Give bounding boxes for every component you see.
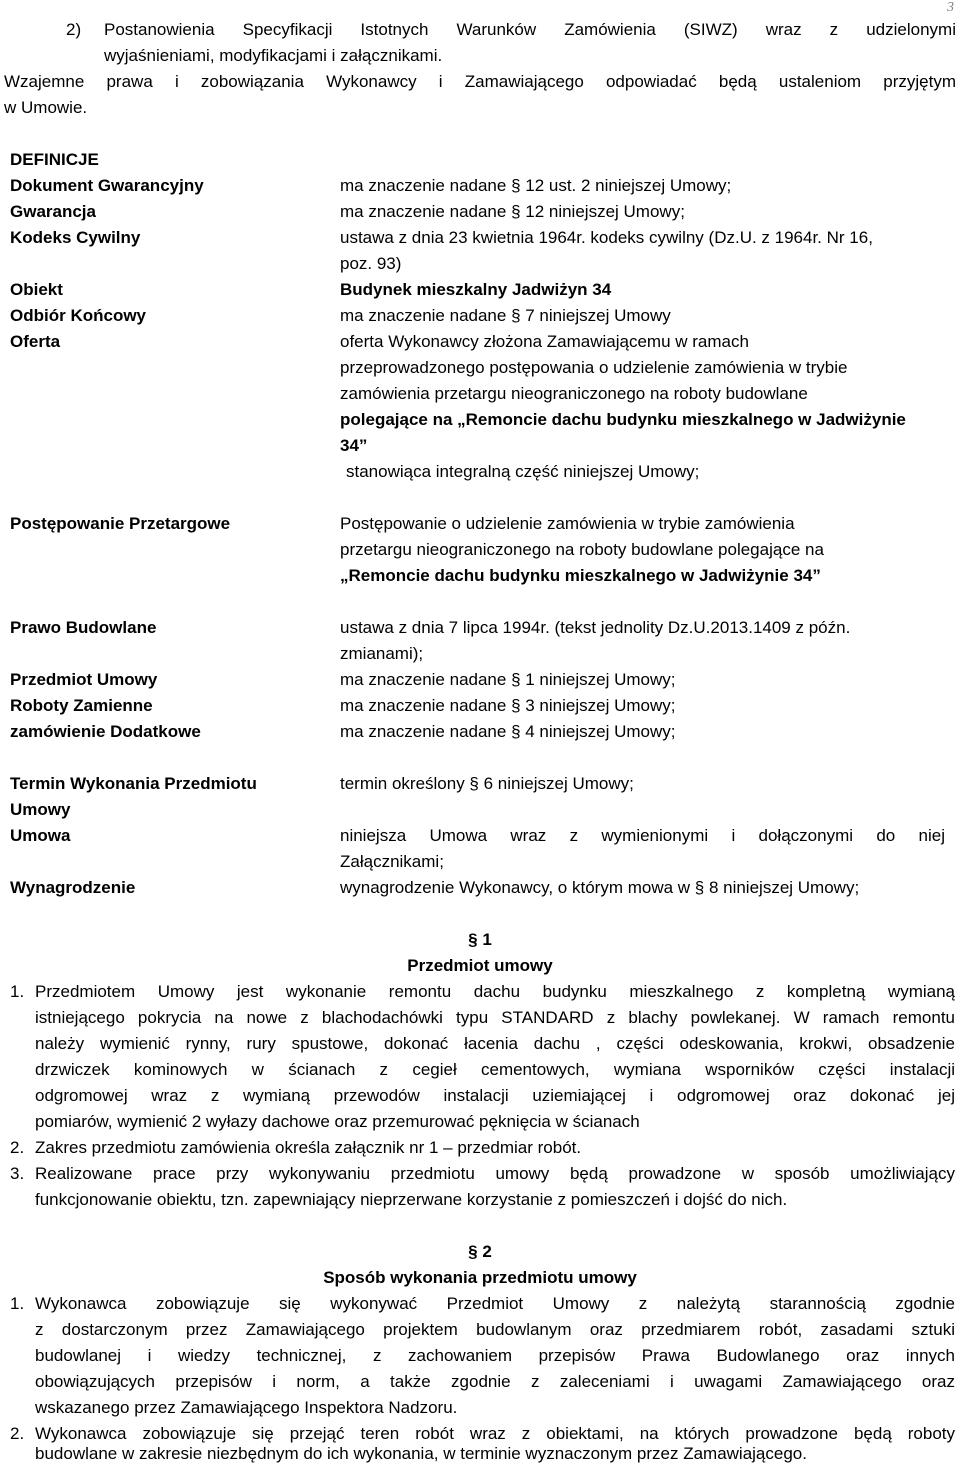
intro-item-line: wyjaśnieniami, modyfikacjami i załącznikami. [104, 46, 443, 65]
definition-text: „Remoncie dachu budynku mieszkalnego w Jadwiżynie 34” [340, 566, 821, 585]
definition-term: Dokument Gwarancyjny [10, 176, 204, 195]
paragraph-line: Wykonawca zobowiązuje się wykonywać Przedmiot Umowy z należytą starannością zgodnie [35, 1294, 955, 1313]
definition-text: poz. 93) [340, 254, 402, 273]
paragraph-line: Przedmiotem Umowy jest wykonanie remontu dachu budynku mieszkalnego z kompletną wymianą [35, 982, 955, 1001]
intro-item-line: Postanowienia Specyfikacji Istotnych Warunków Zamówienia (SIWZ) wraz z udzielonymi [104, 20, 956, 39]
paragraph-number: 3. [10, 1164, 25, 1183]
definition-text: przetargu nieograniczonego na roboty budowlane polegające na [340, 540, 824, 559]
definition-text: polegające na „Remoncie dachu budynku mieszkalnego w Jadwiżynie [340, 410, 906, 429]
definition-text: niniejsza Umowa wraz z wymienionymi i dołączonymi do niej [340, 826, 945, 845]
paragraph-line: drzwiczek kominowych w ścianach z cegieł cementowych, wymiana wsporników części instalacji [35, 1060, 955, 1079]
paragraph-line: odgromowej wraz z wymianą przewodów instalacji uziemiającej i odgromowej oraz dokonać jej [35, 1086, 955, 1105]
definition-term: Odbiór Końcowy [10, 306, 146, 325]
definition-text: stanowiąca integralną część niniejszej Umowy; [346, 462, 700, 481]
definition-text: Postępowanie o udzielenie zamówienia w trybie zamówienia [340, 514, 795, 533]
definition-term: Roboty Zamienne [10, 696, 153, 715]
definition-text: ma znaczenie nadane § 12 ust. 2 niniejszej Umowy; [340, 176, 732, 195]
definitions-heading: DEFINICJE [10, 150, 99, 169]
definition-text: ma znaczenie nadane § 1 niniejszej Umowy; [340, 670, 676, 689]
paragraph-line: budowlane w zakresie niezbędnym do ich wykonania, w terminie wyznaczonym przez Zamawiającego. [35, 1444, 807, 1463]
paragraph-line: pomiarów, wymienić 2 wyłazy dachowe oraz przemurować pęknięcia w ścianach [35, 1112, 640, 1131]
paragraph-line: należy wymienić rynny, rury spustowe, dokonać łacenia dachu , części odeskowania, krokwi, obsadzenie [35, 1034, 955, 1053]
definition-text: wynagrodzenie Wykonawcy, o którym mowa w § 8 niniejszej Umowy; [340, 878, 860, 897]
paragraph-number: 1. [10, 982, 25, 1001]
definition-text: Budynek mieszkalny Jadwiżyn 34 [340, 280, 612, 299]
definition-text: oferta Wykonawcy złożona Zamawiającemu w ramach [340, 332, 749, 351]
definition-term: zamówienie Dodatkowe [10, 722, 201, 741]
section-title: Sposób wykonania przedmiotu umowy [323, 1268, 637, 1287]
definition-text: 34” [340, 436, 368, 455]
paragraph-line: Realizowane prace przy wykonywaniu przedmiotu umowy będą prowadzone w sposób umożliwiający [35, 1164, 955, 1183]
paragraph-line: budowlanej i wiedzy technicznej, z zachowaniem przepisów Prawa Budowlanego oraz innych [35, 1346, 955, 1365]
definition-term: Oferta [10, 332, 61, 351]
section-number: § 2 [468, 1242, 492, 1261]
definition-text: ma znaczenie nadane § 7 niniejszej Umowy [340, 306, 671, 325]
section-title: Przedmiot umowy [407, 956, 553, 975]
definition-term: Wynagrodzenie [10, 878, 136, 897]
definition-text: ustawa z dnia 23 kwietnia 1964r. kodeks cywilny (Dz.U. z 1964r. Nr 16, [340, 228, 873, 247]
intro-paragraph-line: Wzajemne prawa i zobowiązania Wykonawcy i Zamawiającego odpowiadać będą ustaleniom przyjętym [4, 72, 956, 91]
paragraph-line: wskazanego przez Zamawiającego Inspektora Nadzoru. [35, 1398, 458, 1417]
definition-text: ma znaczenie nadane § 12 niniejszej Umowy; [340, 202, 685, 221]
paragraph-line: Zakres przedmiotu zamówienia określa załącznik nr 1 – przedmiar robót. [35, 1138, 582, 1157]
paragraph-number: 2. [10, 1424, 25, 1443]
intro-paragraph-line: w Umowie. [4, 98, 88, 117]
definition-term: Prawo Budowlane [10, 618, 157, 637]
definition-term: Przedmiot Umowy [10, 670, 158, 689]
definition-term: Umowa [10, 826, 71, 845]
definition-term: Kodeks Cywilny [10, 228, 141, 247]
definition-term: Termin Wykonania Przedmiotu [10, 774, 257, 793]
page-number: 3 [947, 0, 954, 15]
definition-term: Postępowanie Przetargowe [10, 514, 231, 533]
definition-text: ustawa z dnia 7 lipca 1994r. (tekst jednolity Dz.U.2013.1409 z późn. [340, 618, 851, 637]
paragraph-line: funkcjonowanie obiektu, tzn. zapewniający nieprzerwane korzystanie z pomieszczeń i dojść do nich. [35, 1190, 788, 1209]
intro-item-number: 2) [66, 20, 82, 39]
paragraph-line: Wykonawca zobowiązuje się przejąć teren robót wraz z obiektami, na których prowadzone będą roboty [35, 1424, 955, 1443]
paragraph-number: 2. [10, 1138, 25, 1157]
definition-term: Obiekt [10, 280, 63, 299]
definition-text: Załącznikami; [340, 852, 444, 871]
definition-term: Umowy [10, 800, 71, 819]
definition-text: ma znaczenie nadane § 4 niniejszej Umowy; [340, 722, 676, 741]
definition-text: przeprowadzonego postępowania o udzielenie zamówienia w trybie [340, 358, 848, 377]
definition-text: zamówienia przetargu nieograniczonego na roboty budowlane [340, 384, 808, 403]
paragraph-line: obowiązujących przepisów i norm, a także zgodnie z zaleceniami i uwagami Zamawiającego oraz [35, 1372, 955, 1391]
section-number: § 1 [468, 930, 492, 949]
paragraph-line: istniejącego pokrycia na nowe z blachodachówki typu STANDARD z blachy powlekanej. W ramach remontu [35, 1008, 955, 1027]
definition-text: zmianami); [340, 644, 424, 663]
definition-text: termin określony § 6 niniejszej Umowy; [340, 774, 634, 793]
definition-term: Gwarancja [10, 202, 96, 221]
paragraph-line: z dostarczonym przez Zamawiającego projektem budowlanym oraz przedmiarem robót, zasadami sztuki [35, 1320, 955, 1339]
paragraph-number: 1. [10, 1294, 25, 1313]
definition-text: ma znaczenie nadane § 3 niniejszej Umowy; [340, 696, 676, 715]
